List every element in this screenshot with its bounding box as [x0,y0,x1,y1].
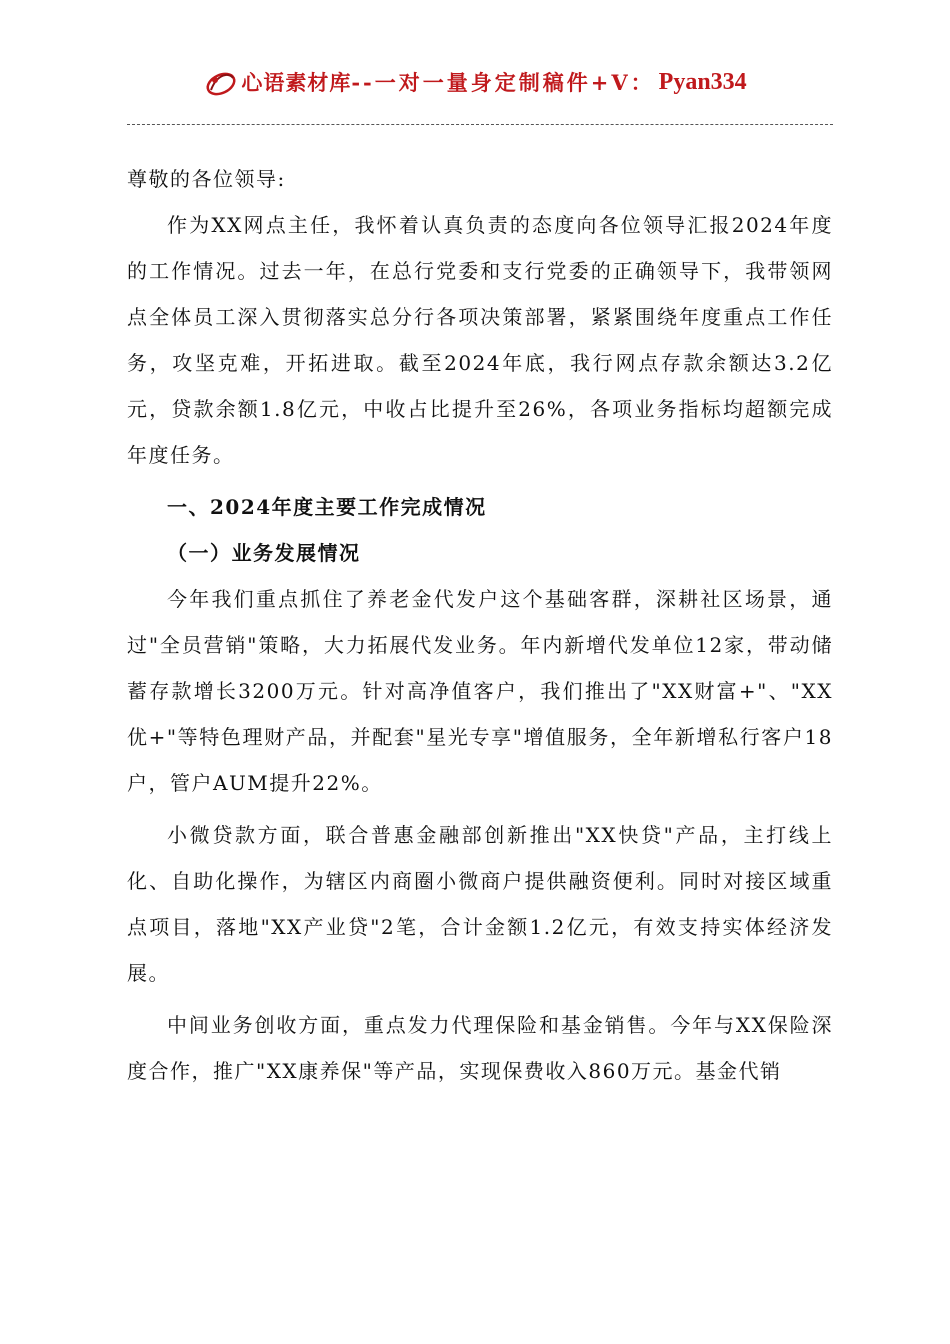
brand-logo [203,64,351,100]
document-body [127,156,833,1094]
header-tagline: --一对一量身定制稿件+V： [351,70,655,95]
header-divider [127,124,833,125]
section-heading: 一、2024年度主要工作完成情况 [167,495,487,519]
body-paragraph: 今年我们重点抓住了养老金代发户这个基础客群，深耕社区场景，通过"全员营销"策略，大力拓展代发业务。年内新增代发单位12家，带动储蓄存款增长3200万元。针对高净值客户，我们推出了"XX财富+"、"XX优+"等特色理财产品，并配套"星光专享"增值服务，全年新增私行客户18户，管户AUM提升22%。 [127,587,833,795]
subsection-heading: （一）业务发展情况 [167,541,361,565]
intro-paragraph: 作为XX网点主任，我怀着认真负责的态度向各位领导汇报2024年度的工作情况。过去一年，在总行党委和支行党委的正确领导下，我带领网点全体员工深入贯彻落实总分行各项决策部署，紧紧围绕年度重点工作任务，攻坚克难，开拓进取。截至2024年底，我行网点存款余额达3.2亿元，贷款余额1.8亿元，中收占比提升至26%，各项业务指标均超额完成年度任务。 [127,213,833,467]
page-header [0,60,950,104]
body-paragraph: 中间业务创收方面，重点发力代理保险和基金销售。今年与XX保险深度合作，推广"XX康养保"等产品，实现保费收入860万元。基金代销 [127,1013,833,1083]
salutation: 尊敬的各位领导: [127,167,286,191]
body-paragraph: 小微贷款方面，联合普惠金融部创新推出"XX快贷"产品，主打线上化、自助化操作，为辖区内商圈小微商户提供融资便利。同时对接区域重点项目，落地"XX产业贷"2笔，合计金额1.2亿元，有效支持实体经济发展。 [127,823,833,985]
header-contact: Pyan334 [658,68,747,95]
logo-text: 心语素材库 [241,71,352,95]
swirl-logo-icon [203,64,239,100]
